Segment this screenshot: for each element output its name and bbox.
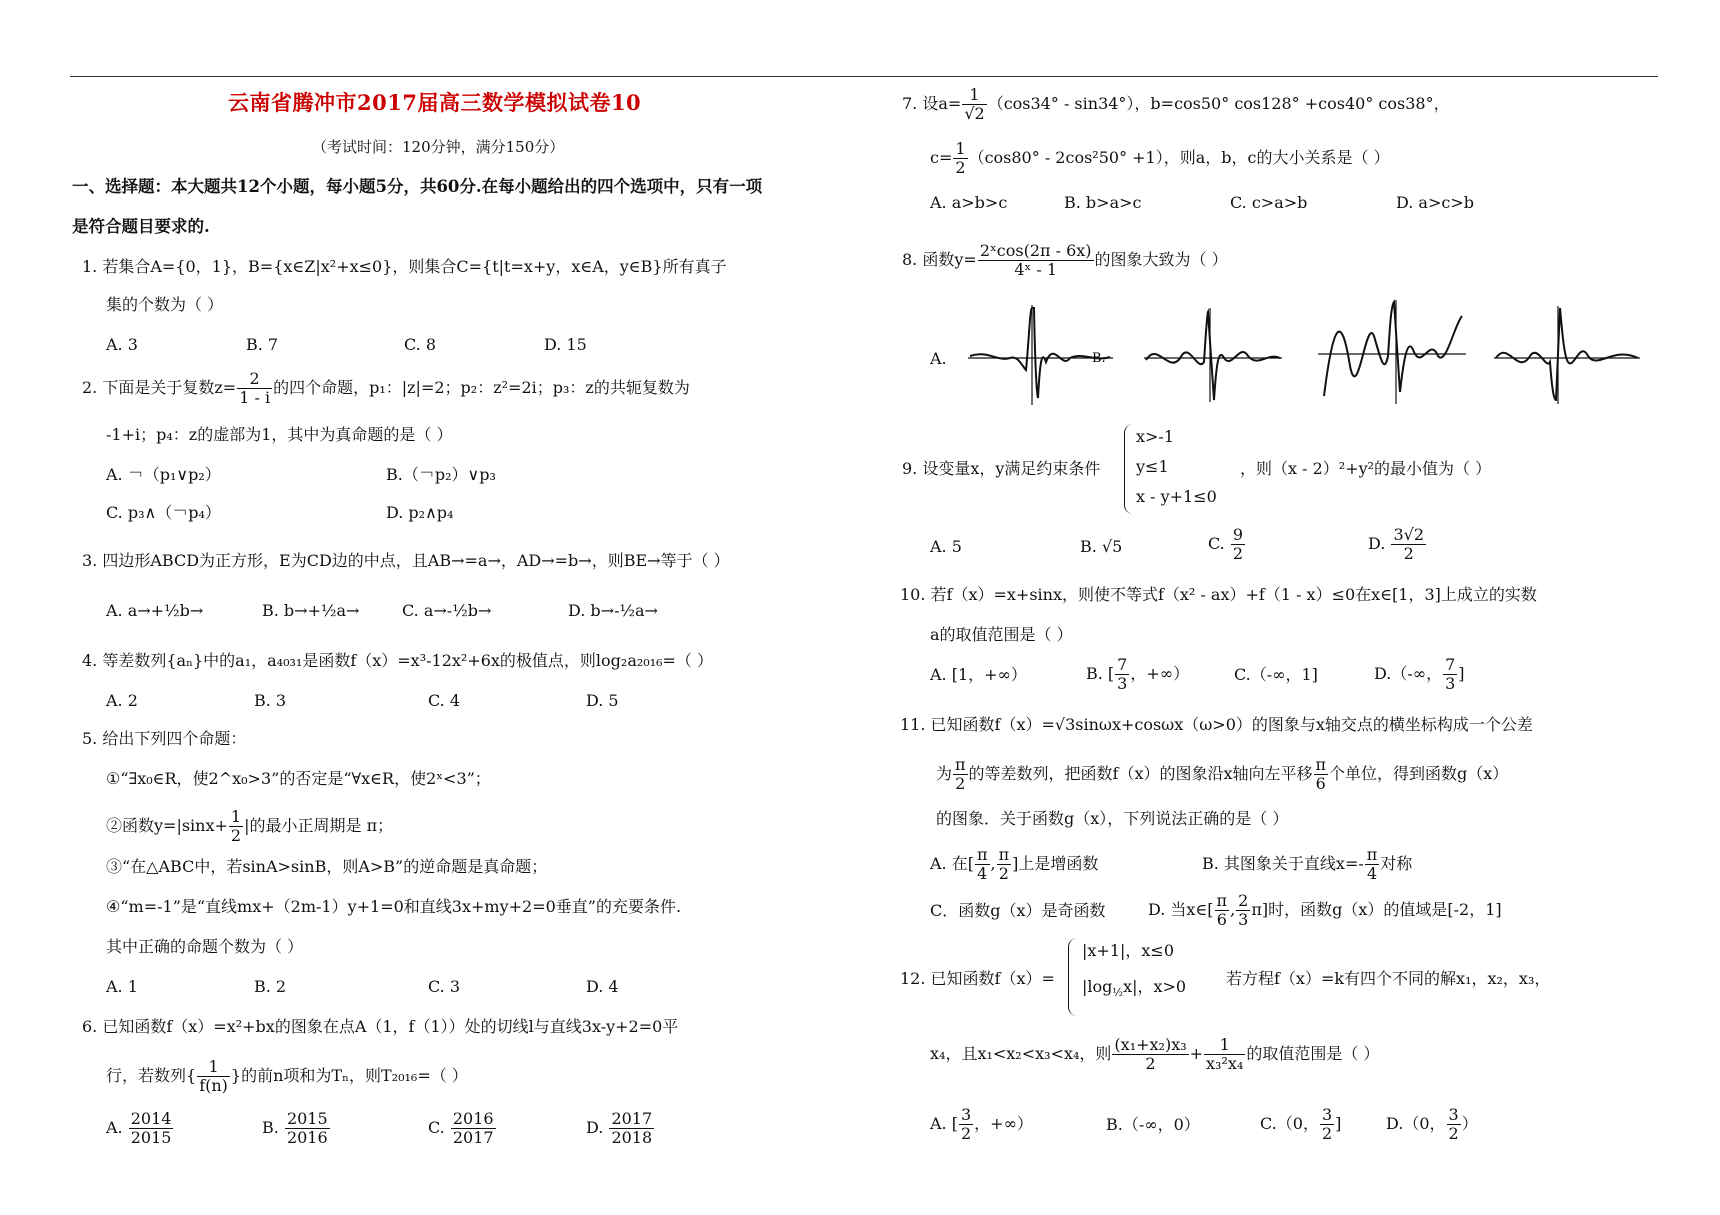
q9-option-a[interactable]: A. 5 xyxy=(930,537,962,556)
q9-text: 9. 设变量x，y满足约束条件 xyxy=(902,459,1101,478)
q7-option-b[interactable]: B. b>a>c xyxy=(1064,193,1142,212)
top-rule xyxy=(70,76,1658,77)
q2-text xyxy=(82,370,690,407)
q9-constraint-2: y≤1 xyxy=(1136,457,1169,476)
q6-option-d-label: D. xyxy=(586,1118,604,1137)
q12-frac-1 xyxy=(1112,1036,1188,1073)
q1-option-b[interactable]: B. 7 xyxy=(246,335,279,354)
q2-option-c[interactable]: C. p₃∧（￢p₄） xyxy=(106,503,221,522)
q9-c-num: 9 xyxy=(1232,525,1244,544)
q12-c-den: 2 xyxy=(1321,1124,1333,1143)
q11-f2-num: π xyxy=(1315,755,1327,774)
q9-d-den: 2 xyxy=(1403,544,1414,563)
q5-question: 其中正确的命题个数为（ ） xyxy=(106,937,304,956)
q7-frac-a xyxy=(962,86,986,123)
q12-c-pre: C.（0， xyxy=(1260,1114,1319,1133)
q7-option-c[interactable]: C. c>a>b xyxy=(1230,193,1308,212)
q6-option-a-frac xyxy=(129,1110,174,1147)
q3-option-b[interactable]: B. b→+½a→ xyxy=(262,601,360,620)
page-title: 云南省腾冲市2017届高三数学模拟试卷10 xyxy=(228,90,642,115)
q6-frac-den: f(n) xyxy=(199,1076,228,1095)
q11-text: 11. 已知函数f（x）=√3sinωx+cosωx（ω>0）的图象与x轴交点的横坐标构成一个公差 xyxy=(900,715,1533,734)
q11-b-pre: B. 其图象关于直线x=- xyxy=(1202,854,1364,873)
q10-option-a[interactable]: A. [1，+∞） xyxy=(930,665,1027,684)
q11-l2-c: 个单位，得到函数g（x） xyxy=(1329,764,1509,783)
q12-c-num: 3 xyxy=(1321,1105,1333,1124)
q6-b-den: 2016 xyxy=(286,1128,328,1147)
q12-case-2-pre: |log xyxy=(1082,977,1113,996)
q9-d-frac xyxy=(1391,526,1426,563)
q12-option-b[interactable]: B.（-∞，0） xyxy=(1106,1115,1200,1134)
q6-post: }的前n项和为Tₙ，则T₂₀₁₆=（ ） xyxy=(230,1066,468,1085)
q10-d-pre: D.（-∞， xyxy=(1374,664,1443,683)
q8-d-curve xyxy=(1496,308,1638,400)
q6-a-den: 2015 xyxy=(130,1128,172,1147)
q5-prop-3: ③“在△ABC中，若sinA>sinB，则A>B”的逆命题是真命题； xyxy=(106,857,548,876)
q7-text-cont xyxy=(930,140,1390,177)
exam-info: （考试时间：120分钟，满分150分） xyxy=(312,138,565,156)
q6-option-b-label: B. xyxy=(262,1118,279,1137)
q11-a-d1: 4 xyxy=(977,864,988,883)
q9-option-d[interactable] xyxy=(1368,526,1427,563)
q11-d-pre: D. 当x∈[ xyxy=(1148,900,1214,919)
q7-c-num: 1 xyxy=(955,139,966,158)
q11-a-frac-2 xyxy=(997,846,1012,883)
q7-option-d[interactable]: D. a>c>b xyxy=(1396,193,1474,212)
q11-a-post: ]上是增函数 xyxy=(1012,854,1099,873)
q5-prop-4: ④“m=-1”是“直线mx+（2m-1）y+1=0和直线3x+my+2=0垂直”的充要条件. xyxy=(106,897,682,916)
q9-c-label: C. xyxy=(1208,534,1225,553)
q6-option-b-frac xyxy=(285,1110,330,1147)
q11-option-b[interactable] xyxy=(1202,846,1412,883)
q12-case-2-sub: ½ xyxy=(1112,986,1124,1000)
q6-d-den: 2018 xyxy=(611,1128,653,1147)
q11-d-n2: 2 xyxy=(1238,891,1249,910)
q7-post: （cos34° - sin34°），b=cos50° cos128° +cos40° cos38°， xyxy=(987,94,1450,113)
q8-frac-num: 2ˣcos(2π - 6x) xyxy=(979,241,1092,260)
q4-text: 4. 等差数列{aₙ}中的a₁，a₄₀₃₁是函数f（x）=x³-12x²+6x的极值点，则log₂a₂₀₁₆=（ ） xyxy=(82,651,714,670)
q10-option-c[interactable]: C.（-∞，1] xyxy=(1234,665,1318,684)
q11-a-n1: π xyxy=(976,845,988,864)
q5-prop-2-pre: ②函数y=|sinx+ xyxy=(106,816,228,835)
q11-option-c[interactable]: C．函数g（x）是奇函数 xyxy=(930,901,1106,920)
q11-question: 的图象．关于函数g（x），下列说法正确的是（ ） xyxy=(936,809,1289,828)
q12-case-1: |x+1|，x≤0 xyxy=(1082,941,1175,960)
q8-graph-d[interactable] xyxy=(1494,300,1644,410)
q7-c-pre: c= xyxy=(930,148,953,167)
q6-option-c-label: C. xyxy=(428,1118,445,1137)
q10-text: 10. 若f（x）=x+sinx，则使不等式f（x² - ax）+f（1 - x）≤0在x∈[1，3]上成立的实数 xyxy=(900,585,1537,604)
q11-option-d[interactable]: D. 当x∈[ $\frac{\pi}{6}$ , $\frac{2}{3}$ π]时，函数g（x）的值域是[-2，1] xyxy=(1148,891,1502,929)
q4-option-b[interactable]: B. 3 xyxy=(254,691,287,710)
q11-b-post: 对称 xyxy=(1380,854,1413,873)
q11-d-frac-1 xyxy=(1215,892,1230,929)
q12-a-num: 3 xyxy=(960,1105,972,1124)
q12-text: 12. 已知函数f（x）= xyxy=(900,969,1055,988)
q12-frac-2 xyxy=(1204,1036,1245,1073)
q8-fraction xyxy=(978,242,1094,279)
q11-a-d2: 2 xyxy=(998,864,1009,883)
q6-a-num: 2014 xyxy=(130,1109,172,1128)
q1-option-d[interactable]: D. 15 xyxy=(544,335,587,354)
q5-option-b[interactable]: B. 2 xyxy=(254,977,287,996)
q11-option-a[interactable]: A. 在[ $\frac{\pi}{4}$ , $\frac{\pi}{2}$ ]上是增函数 xyxy=(930,845,1099,883)
q3-option-d[interactable]: D. b→-½a→ xyxy=(568,601,658,620)
q11-d-post: π]时，函数g（x）的值域是[-2，1] xyxy=(1251,900,1502,919)
q2-text-cont: -1+i；p₄：z的虚部为1，其中为真命题的是（ ） xyxy=(106,425,453,444)
q11-f1-den: 2 xyxy=(955,774,966,793)
q3-option-c[interactable]: C. a→-½b→ xyxy=(402,601,492,620)
q11-b-den: 4 xyxy=(1366,864,1378,883)
q6-text-cont xyxy=(106,1058,468,1095)
q11-frac-2 xyxy=(1314,756,1329,793)
q11-b-num: π xyxy=(1366,845,1378,864)
q4-option-a[interactable]: A. 2 xyxy=(106,691,138,710)
q9-c-frac xyxy=(1231,526,1245,563)
q7-a-num: 1 xyxy=(962,86,986,105)
q12-a-frac xyxy=(959,1106,973,1143)
q2-frac-den: 1 - i xyxy=(239,388,271,407)
q12-d-pre: D.（0， xyxy=(1386,1114,1446,1133)
q6-fraction xyxy=(197,1058,230,1095)
q6-c-den: 2017 xyxy=(452,1128,494,1147)
q6-option-c[interactable] xyxy=(428,1110,497,1147)
q12-d-num: 3 xyxy=(1448,1105,1459,1124)
q7-c-post: （cos80° - 2cos²50° +1），则a，b，c的大小关系是（ ） xyxy=(968,148,1390,167)
q10-b-pre: B. [ xyxy=(1086,664,1115,683)
q10-d-den: 3 xyxy=(1445,674,1456,693)
q7-pre: 7. 设a= xyxy=(902,94,962,113)
q12-f1-den: 2 xyxy=(1145,1054,1156,1073)
q10-b-num: 7 xyxy=(1117,655,1128,674)
q2-pre: 2. 下面是关于复数z= xyxy=(82,378,237,397)
q10-b-frac xyxy=(1115,656,1129,693)
q3-option-a[interactable]: A. a→+½b→ xyxy=(106,601,204,620)
section-heading: 一、选择题：本大题共12个小题，每小题5分，共60分.在每小题给出的四个选项中，只有一项 xyxy=(72,177,763,196)
q12-option-a[interactable] xyxy=(930,1106,1033,1143)
q8-text xyxy=(902,242,1228,279)
q5-option-c[interactable]: C. 3 xyxy=(428,977,461,996)
q6-pre: 行，若数列{ xyxy=(106,1066,197,1085)
q12-d-den: 2 xyxy=(1448,1124,1459,1143)
q5-fraction xyxy=(229,808,243,845)
q9-option-c[interactable] xyxy=(1208,526,1246,563)
q12-brace xyxy=(1068,938,1077,1016)
q5-prop-2-post: |的最小正周期是 π； xyxy=(244,816,394,835)
q6-d-num: 2017 xyxy=(611,1109,653,1128)
q10-option-d[interactable] xyxy=(1374,656,1465,693)
q8-c-curve xyxy=(1324,302,1462,396)
q6-frac-num: 1 xyxy=(197,1058,230,1077)
q5-prop-1: ①“∃x₀∈R，使2^x₀>3”的否定是“∀x∈R，使2ˣ<3”； xyxy=(106,769,491,788)
q11-b-frac xyxy=(1365,846,1380,883)
q9-option-b[interactable]: B. √5 xyxy=(1080,537,1123,556)
q12-case-2 xyxy=(1082,976,1186,1004)
q12-f2-num: 1 xyxy=(1204,1036,1245,1055)
q11-l2-a: 为 xyxy=(936,764,953,783)
q7-a-den: √2 xyxy=(964,104,985,123)
q12-text-post: 若方程f（x）=k有四个不同的解x₁，x₂，x₃， xyxy=(1226,969,1551,988)
q9-d-num: 3√2 xyxy=(1393,525,1424,544)
q11-f2-den: 6 xyxy=(1315,774,1326,793)
q5-text: 5. 给出下列四个命题： xyxy=(82,729,247,748)
q7-frac-c xyxy=(953,140,967,177)
q12-l2-post: 的取值范围是（ ） xyxy=(1246,1044,1380,1063)
q8-pre: 8. 函数y= xyxy=(902,250,977,269)
q9-c-den: 2 xyxy=(1232,544,1244,563)
q6-option-a[interactable] xyxy=(106,1110,174,1147)
q12-f2-den: x₃²x₄ xyxy=(1206,1054,1244,1073)
q12-plus: + xyxy=(1189,1044,1204,1063)
q12-d-post: ） xyxy=(1461,1114,1478,1133)
q11-d-d2: 3 xyxy=(1238,910,1249,929)
q2-option-d[interactable]: D. p₂∧p₄ xyxy=(386,503,454,522)
q8-option-a-label[interactable]: A. xyxy=(930,349,947,368)
q6-option-c-frac xyxy=(451,1110,496,1147)
q10-b-post: ，+∞） xyxy=(1130,664,1190,683)
q6-option-d-frac xyxy=(609,1110,654,1147)
q5-option-a[interactable]: A. 1 xyxy=(106,977,138,996)
q5-option-d[interactable]: D. 4 xyxy=(586,977,619,996)
q2-fraction xyxy=(237,370,272,407)
q6-b-num: 2015 xyxy=(286,1109,328,1128)
q8-frac-den: 4ˣ - 1 xyxy=(1014,260,1058,279)
q1-text: 1. 若集合A={0，1}，B={x∈Z|x²+x≤0}，则集合C={t|t=x+y，x∈A，y∈B}所有真子 xyxy=(82,257,727,276)
q1-option-a[interactable]: A. 3 xyxy=(106,335,138,354)
q8-post: 的图象大致为（ ） xyxy=(1094,250,1228,269)
q10-option-b[interactable] xyxy=(1086,656,1189,693)
q11-a-pre: A. 在[ xyxy=(930,854,974,873)
q6-text: 6. 已知函数f（x）=x²+bx的图象在点A（1，f（1））处的切线l与直线3x-y+2=0平 xyxy=(82,1017,679,1036)
q11-a-frac-1 xyxy=(975,846,990,883)
q9-d-label: D. xyxy=(1368,534,1386,553)
section-heading-cont: 是符合题目要求的. xyxy=(72,217,210,236)
q12-a-post: ，+∞） xyxy=(974,1114,1033,1133)
q4-option-d[interactable]: D. 5 xyxy=(586,691,619,710)
q2-frac-num: 2 xyxy=(237,370,272,389)
q12-option-d[interactable] xyxy=(1386,1106,1478,1143)
q9-constraint-3: x - y+1≤0 xyxy=(1136,487,1217,506)
q11-text-cont xyxy=(936,756,1508,793)
q8-b-curve xyxy=(1146,312,1280,400)
q3-text: 3. 四边形ABCD为正方形，E为CD边的中点，且AB→=a→，AD→=b→，则BE→等于（ ） xyxy=(82,551,730,570)
q4-option-c[interactable]: C. 4 xyxy=(428,691,461,710)
q12-l2-pre: x₄，且x₁<x₂<x₃<x₄，则 xyxy=(930,1044,1112,1063)
q9-brace xyxy=(1124,424,1133,514)
q12-option-c[interactable] xyxy=(1260,1106,1341,1143)
q8-graph-a[interactable] xyxy=(968,300,1118,410)
q8-graph-b[interactable] xyxy=(1144,300,1284,410)
q12-f1-num: (x₁+x₂)x₃ xyxy=(1114,1035,1187,1054)
q2-option-a[interactable]: A. ￢（p₁∨p₂） xyxy=(106,465,221,484)
q10-text-cont: a的取值范围是（ ） xyxy=(930,625,1073,644)
q7-option-a[interactable]: A. a>b>c xyxy=(930,193,1008,212)
q2-option-b[interactable]: B.（￢p₂）∨p₃ xyxy=(386,465,496,484)
q11-f1-num: π xyxy=(955,755,966,774)
q11-frac-1 xyxy=(953,756,968,793)
q8-a-curve xyxy=(970,308,1110,398)
q12-text-cont xyxy=(930,1036,1379,1073)
q11-a-n2: π xyxy=(998,845,1010,864)
q11-d-n1: π xyxy=(1216,891,1228,910)
q11-l2-b: 的等差数列，把函数f（x）的图象沿x轴向左平移 xyxy=(968,764,1313,783)
q9-constraint-1: x>-1 xyxy=(1136,427,1175,446)
q5-frac-num: 1 xyxy=(230,807,242,826)
q10-d-frac xyxy=(1443,656,1457,693)
q11-d-frac-2 xyxy=(1236,892,1250,929)
q1-option-c[interactable]: C. 8 xyxy=(404,335,437,354)
q5-prop-2 xyxy=(106,808,393,845)
q6-option-a-label: A. xyxy=(106,1118,123,1137)
q6-c-num: 2016 xyxy=(452,1109,494,1128)
q10-d-num: 7 xyxy=(1445,655,1456,674)
q12-a-den: 2 xyxy=(960,1124,972,1143)
q6-option-b[interactable] xyxy=(262,1110,331,1147)
q10-d-post: ] xyxy=(1458,664,1465,683)
q7-c-den: 2 xyxy=(955,158,966,177)
q8-graph-c[interactable] xyxy=(1318,296,1468,410)
q5-frac-den: 2 xyxy=(230,826,242,845)
q12-c-frac xyxy=(1320,1106,1334,1143)
q12-case-2-post: x|，x>0 xyxy=(1123,977,1187,996)
q12-a-pre: A. [ xyxy=(930,1114,958,1133)
q12-c-post: ] xyxy=(1335,1114,1342,1133)
q10-b-den: 3 xyxy=(1117,674,1128,693)
q9-text-post: ，则（x - 2）²+y²的最小值为（ ） xyxy=(1240,459,1492,478)
q2-post: 的四个命题，p₁：|z|=2；p₂：z²=2i；p₃：z的共轭复数为 xyxy=(273,378,690,397)
q1-text-cont: 集的个数为（ ） xyxy=(106,295,224,314)
q7-text xyxy=(902,86,1450,123)
q12-d-frac xyxy=(1447,1106,1461,1143)
q6-option-d[interactable] xyxy=(586,1110,655,1147)
q8-option-b-label[interactable]: B. xyxy=(1092,351,1106,366)
q11-d-d1: 6 xyxy=(1216,910,1227,929)
